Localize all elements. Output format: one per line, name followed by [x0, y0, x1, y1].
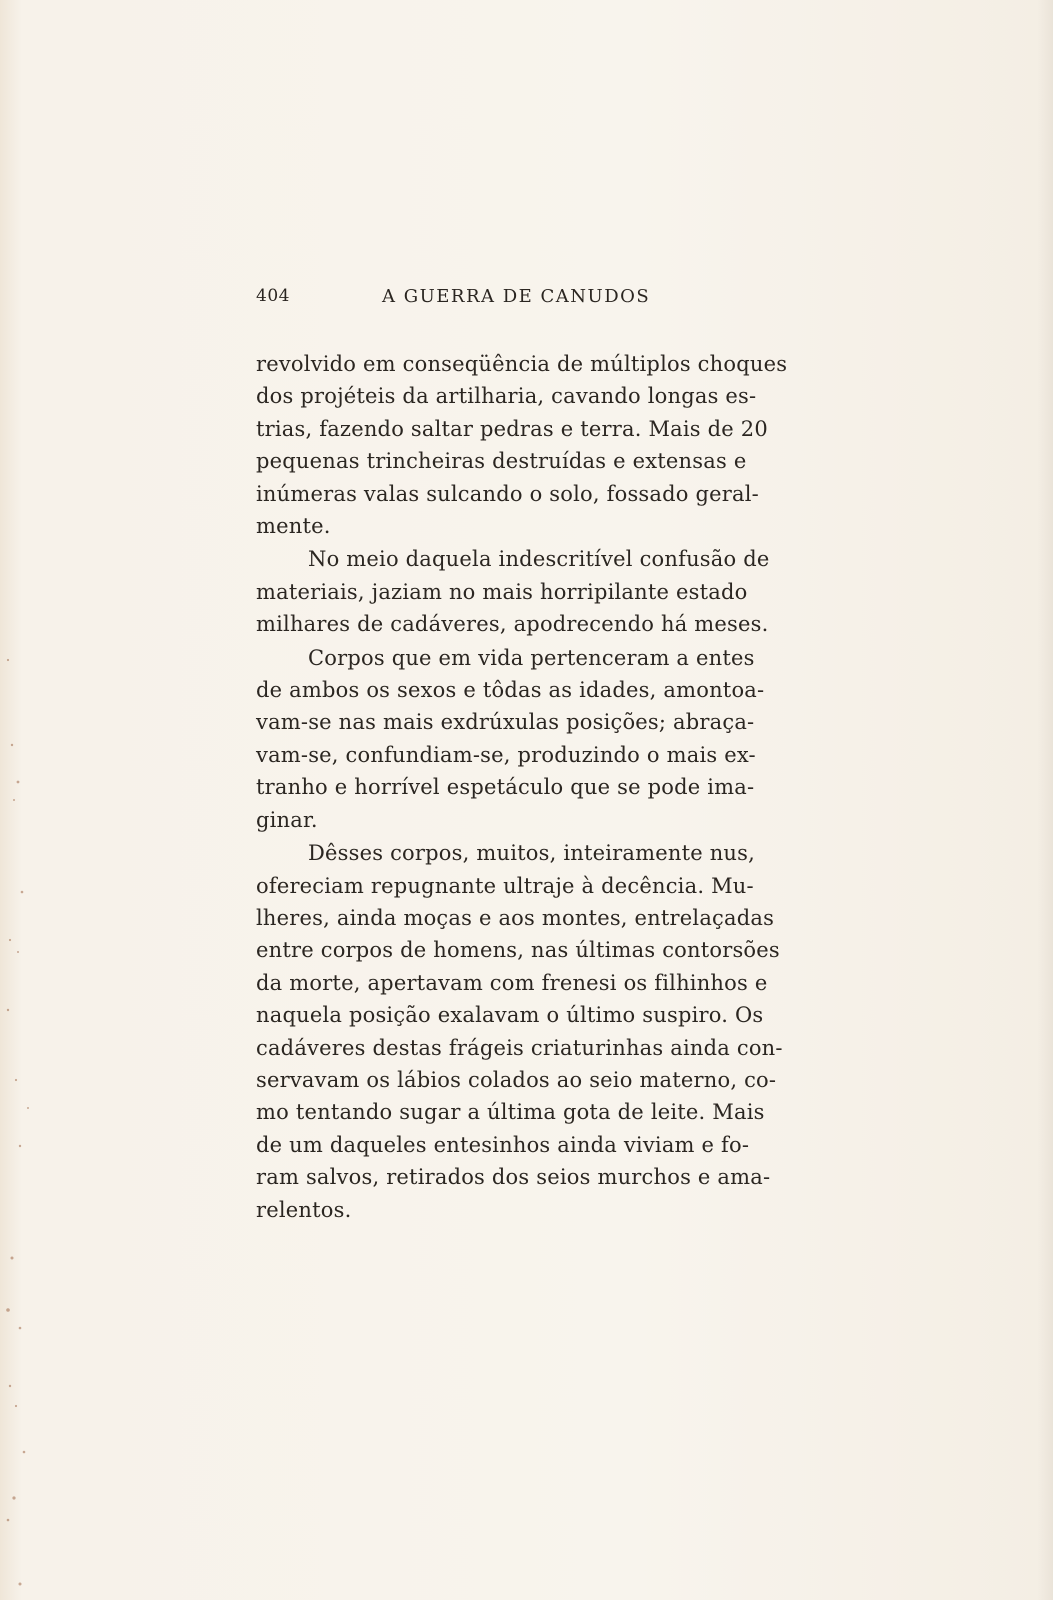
- paper-speckles: [0, 0, 60, 1600]
- text-line: inúmeras valas sulcando o solo, fossado geral-: [256, 481, 759, 506]
- text-line: revolvido em conseqüência de múltiplos choques: [256, 352, 788, 376]
- text-line: lheres, ainda moças e aos montes, entrelaçadas: [256, 905, 775, 930]
- text-line: cadáveres destas frágeis criaturinhas ainda con-: [256, 1035, 783, 1060]
- paragraph-3: [256, 642, 796, 836]
- text-line: dos projéteis da artilharia, cavando longas es-: [256, 384, 757, 409]
- page-edge-shadow: [1037, 0, 1053, 1600]
- text-line: ram salvos, retirados dos seios murchos e ama-: [256, 1165, 771, 1190]
- paragraph-4: [256, 837, 796, 1226]
- text-line: Dêsses corpos, muitos, inteiramente nus,: [308, 841, 756, 866]
- text-line: mente.: [256, 514, 331, 539]
- text-line: No meio daquela indescritível confusão de: [308, 547, 770, 572]
- text-line: milhares de cadáveres, apodrecendo há meses.: [256, 612, 769, 637]
- page-header: [256, 286, 796, 316]
- page-number: 404: [256, 286, 290, 306]
- body-text: [256, 348, 796, 1227]
- running-head-title: A GUERRA DE CANUDOS: [382, 286, 651, 307]
- text-line: servavam os lábios colados ao seio materno, co-: [256, 1067, 777, 1092]
- text-line: materiais, jaziam no mais horripilante estado: [256, 579, 748, 604]
- text-line: vam-se nas mais exdrúxulas posições; abraça-: [256, 710, 755, 735]
- text-line: de um daqueles entesinhos ainda viviam e fo-: [256, 1132, 750, 1157]
- text-line: ginar.: [256, 807, 318, 832]
- text-line: pequenas trincheiras destruídas e extensas e: [256, 449, 747, 474]
- paragraph-1: [256, 348, 796, 542]
- text-line: de ambos os sexos e tôdas as idades, amontoa-: [256, 678, 765, 703]
- text-line: ofereciam repugnante ultraje à decência. Mu-: [256, 873, 754, 898]
- text-line: tranho e horrível espetáculo que se pode ima-: [256, 775, 755, 800]
- text-line: vam-se, confundiam-se, produzindo o mais ex-: [256, 742, 756, 767]
- text-line: Corpos que em vida pertenceram a entes: [308, 645, 755, 670]
- text-line: naquela posição exalavam o último suspiro. Os: [256, 1003, 764, 1028]
- text-line: entre corpos de homens, nas últimas contorsões: [256, 938, 780, 963]
- text-line: trias, fazendo saltar pedras e terra. Mais de 20: [256, 416, 768, 441]
- text-line: da morte, apertavam com frenesi os filhinhos e: [256, 970, 768, 995]
- paragraph-2: [256, 543, 796, 640]
- text-line: mo tentando sugar a última gota de leite. Mais: [256, 1100, 765, 1125]
- text-line: relentos.: [256, 1197, 352, 1222]
